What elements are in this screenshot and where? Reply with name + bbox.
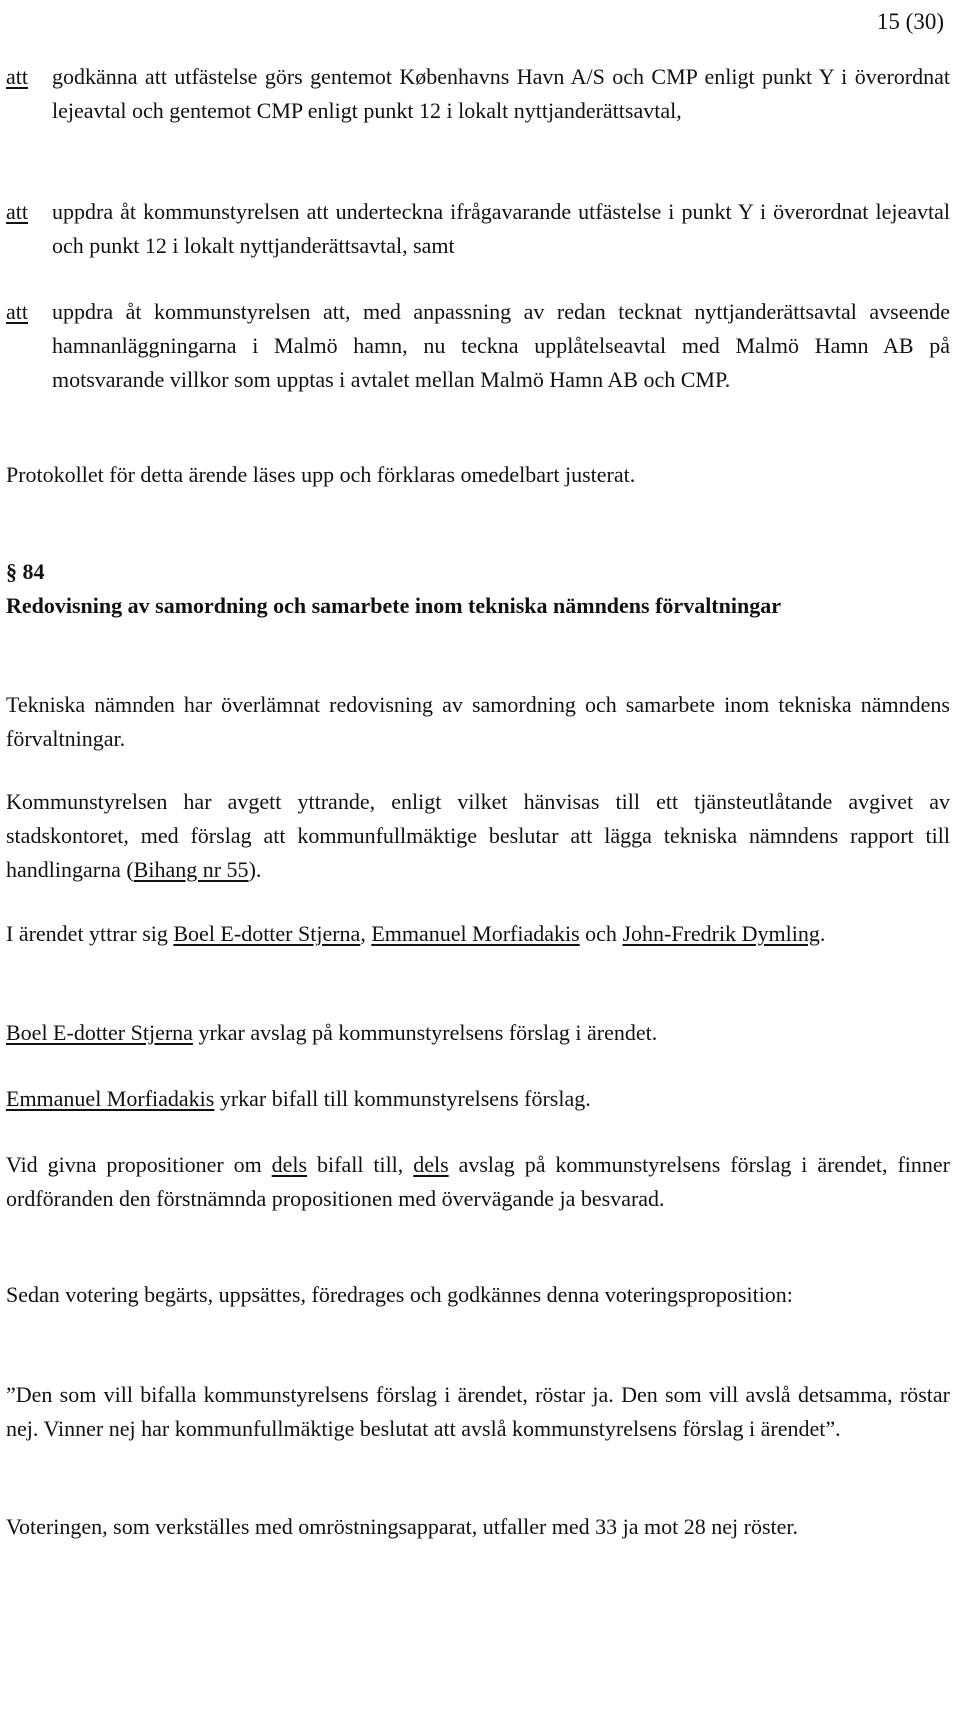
- paragraph: Tekniska nämnden har överlämnat redovisning av samordning och samarbete inom tekniska nämndens förvaltningar.: [6, 692, 950, 751]
- paragraph-text: ,: [360, 921, 372, 946]
- paragraph-text: ).: [248, 857, 262, 882]
- paragraph: [6, 785, 950, 887]
- paragraph: [6, 917, 950, 951]
- paragraph: Sedan votering begärts, uppsättes, föredrages och godkännes denna voteringsproposition:: [6, 1282, 793, 1307]
- speaker-link[interactable]: Boel E-dotter Stjerna: [6, 1020, 193, 1045]
- protocol-note: Protokollet för detta ärende läses upp och förklaras omedelbart justerat.: [6, 462, 636, 487]
- paragraph-text: .: [819, 921, 826, 946]
- att-item-3: [6, 295, 950, 397]
- att-label: att: [6, 299, 28, 324]
- paragraph-text: I ärendet yttrar sig: [6, 921, 174, 946]
- speaker-link[interactable]: Boel E-dotter Stjerna: [173, 921, 361, 946]
- appendix-link[interactable]: Bihang nr 55: [133, 857, 249, 882]
- paragraph-text: Vid givna propositioner om: [6, 1152, 272, 1177]
- paragraph-text: yrkar avslag på kommunstyrelsens förslag i ärendet.: [192, 1020, 658, 1045]
- att-item-2: [6, 195, 950, 263]
- page-number: 15 (30): [876, 9, 944, 34]
- att-label: att: [6, 64, 28, 89]
- paragraph: ”Den som vill bifalla kommunstyrelsens förslag i ärendet, röstar ja. Den som vill avslå detsamma, röstar nej. Vinner nej har kommunfullmäktige beslutat att avslå kommunstyrelsens förslag i ärendet”.: [6, 1382, 950, 1441]
- att-item-text: godkänna att utfästelse görs gentemot Københavns Havn A/S och CMP enligt punkt Y i överordnat lejeavtal och gentemot CMP enligt punkt 12 i lokalt nyttjanderättsavtal,: [52, 64, 950, 123]
- paragraph-text: avslag på kommunstyrelsens förslag i ärendet, finner ordföranden den förstnämnda propositionen med övervägande ja besvarad.: [6, 1152, 950, 1211]
- speaker-link[interactable]: Emmanuel Morfiadakis: [6, 1086, 215, 1111]
- speaker-link[interactable]: Emmanuel Morfiadakis: [371, 921, 580, 946]
- section-title: Redovisning av samordning och samarbete inom tekniska nämndens förvaltningar: [6, 593, 781, 618]
- paragraph: Voteringen, som verkställes med omröstningsapparat, utfaller med 33 ja mot 28 nej röster.: [6, 1514, 799, 1539]
- section-number: § 84: [6, 559, 45, 584]
- att-item-text: uppdra åt kommunstyrelsen att, med anpassning av redan tecknat nyttjanderättsavtal avseende hamnanläggningarna i Malmö hamn, nu teckna upplåtelseavtal med Malmö Hamn AB på motsvarande villkor som upptas i avtalet mellan Malmö Hamn AB och CMP.: [52, 299, 950, 392]
- att-item-1: [6, 60, 950, 128]
- paragraph: [6, 1148, 950, 1216]
- paragraph-text: bifall till,: [307, 1152, 414, 1177]
- speaker-link[interactable]: John-Fredrik Dymling: [622, 921, 820, 946]
- dels-emphasis: dels: [413, 1152, 449, 1177]
- paragraph-text: och: [579, 921, 623, 946]
- paragraph: [6, 1016, 950, 1050]
- paragraph-text: Kommunstyrelsen har avgett yttrande, enligt vilket hänvisas till ett tjänsteutlåtande avgivet av stadskontoret, med förslag att kommunfullmäktige beslutar att lägga tekniska nämndens rapport till handlingarna (: [6, 789, 950, 882]
- paragraph: [6, 1082, 950, 1116]
- paragraph-text: yrkar bifall till kommunstyrelsens förslag.: [214, 1086, 591, 1111]
- dels-emphasis: dels: [271, 1152, 308, 1177]
- att-label: att: [6, 199, 28, 224]
- att-item-text: uppdra åt kommunstyrelsen att underteckna ifrågavarande utfästelse i punkt Y i överordnat lejeavtal och punkt 12 i lokalt nyttjanderättsavtal, samt: [52, 199, 950, 258]
